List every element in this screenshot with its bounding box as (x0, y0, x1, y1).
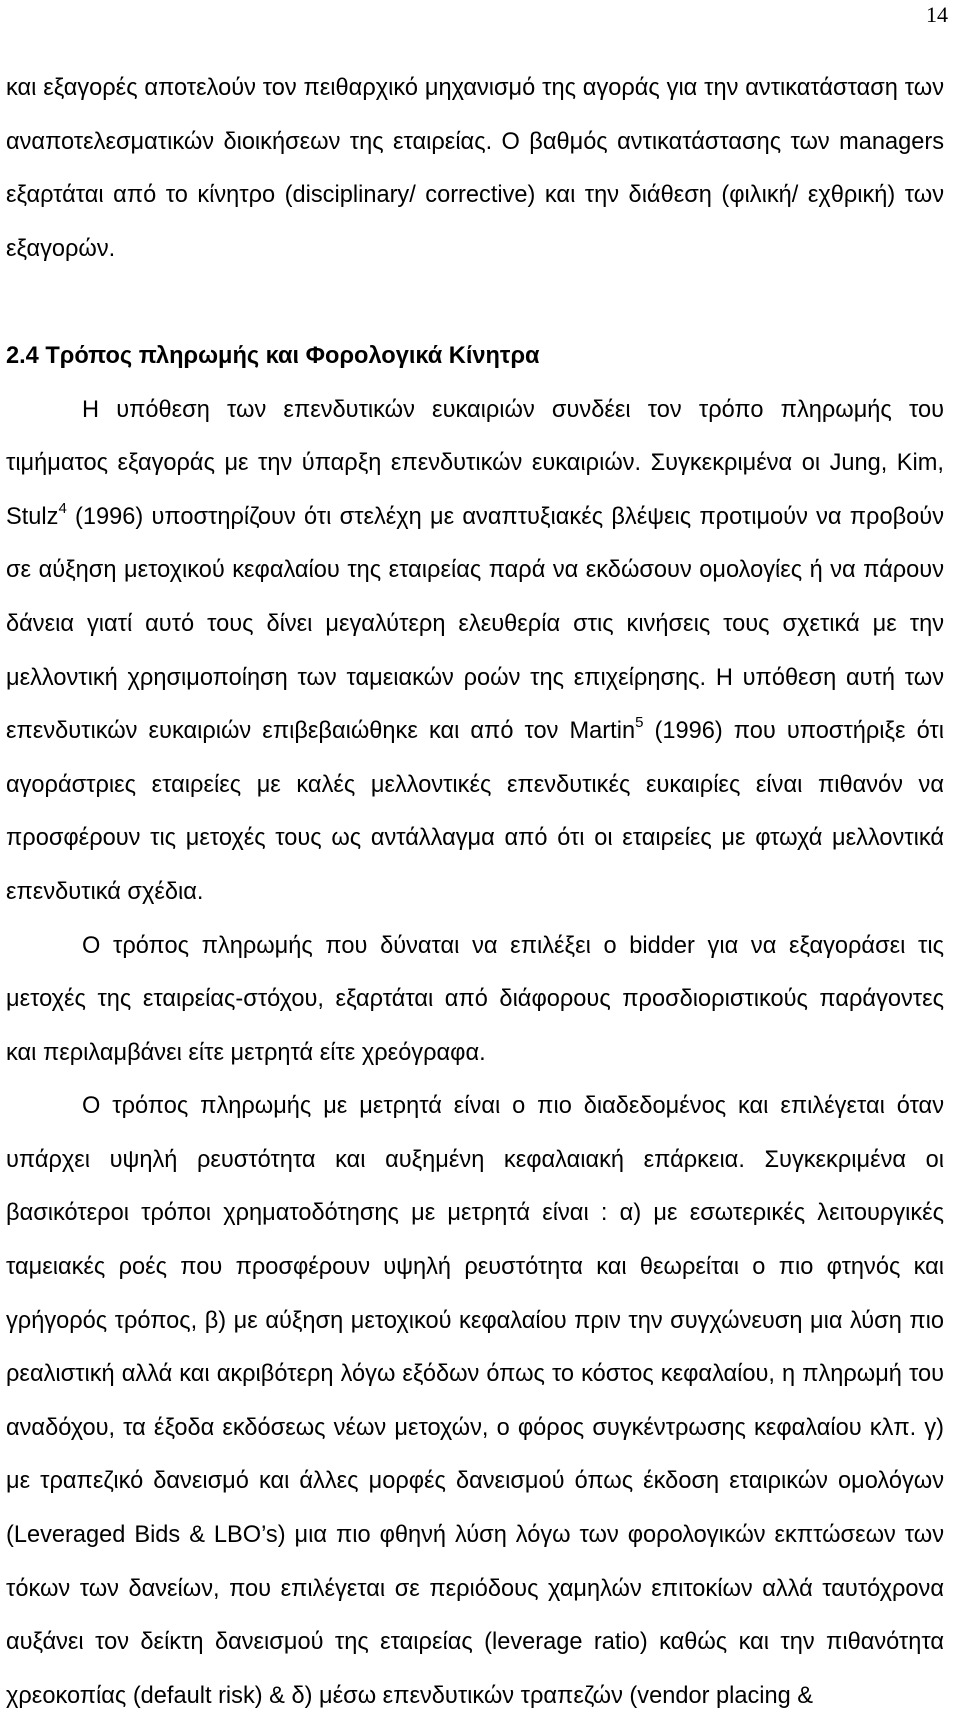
page-number: 14 (926, 2, 948, 27)
paragraph-cash-payment: Ο τρόπος πληρωμής με μετρητά είναι ο πιο διαδεδομένος και επιλέγεται όταν υπάρχει υψηλή ρευστότητα και αυξημένη κεφαλαιακή επάρκεια. Συγκεκριμένα οι βασικότεροι τρόποι χρηματοδότησης με μετρητά είναι : α) με εσωτερικές λειτουργικές ταμειακές ροές που προσφέρουν υψηλή ρευστότητα και θεωρείται ο πιο φτηνός και γρήγορός τρόπος, β) με αύξηση μετοχικού κεφαλαίου πριν την συγχώνευση μια λύση πιο ρεαλιστική αλλά και ακριβότερη λόγω εξόδων όπως το κόστος κεφαλαίου, η πληρωμή του αναδόχου, τα έξοδα εκδόσεως νέων μετοχών, ο φόρος συγκέντρωσης κεφαλαίου κλπ. γ) με τραπεζικό δανεισμό και άλλες μορφές δανεισμού όπως έκδοση εταιρικών ομολόγων (Leveraged Bids & LBO’s) μια πιο φθηνή λύση λόγω των φορολογικών εκπτώσεων των τόκων των δανείων, που επιλέγεται σε περιόδους χαμηλών επιτοκίων αλλά ταυτόχρονα αυξάνει τον δείκτη δανεισμού της εταιρείας (leverage ratio) καθώς και την πιθανότητα χρεοκοπίας (default risk) & δ) μέσω επενδυτικών τραπεζών (vendor placing & (6, 1093, 944, 1709)
footnote-ref-4: 4 (58, 499, 67, 517)
paragraph-text-part3: (1996) που υποστήριξε ότι αγοράστριες εταιρείες με καλές μελλοντικές επενδυτικές ευκαιρίες είναι πιθανόν να προσφέρουν τις μετοχές τους ως αντάλλαγμα από ότι οι εταιρείες με φτωχά μελλοντικά επενδυτικά σχέδια. (6, 718, 944, 905)
paragraph-payment-method: Ο τρόπος πληρωμής που δύναται να επιλέξει ο bidder για να εξαγοράσει τις μετοχές της εταιρείας-στόχου, εξαρτάται από διάφορους προσδιοριστικούς παράγοντες και περιλαμβάνει είτε μετρητά είτε χρεόγραφα. (6, 932, 944, 1066)
paragraph-text-part2: (1996) υποστηρίζουν ότι στελέχη με αναπτυξιακές βλέψεις προτιμούν να προβούν σε αύξηση μετοχικού κεφαλαίου της εταιρείας παρά να εκδώσουν ομολογίες ή να πάρουν δάνεια γιατί αυτό τους δίνει μεγαλύτερη ελευθερία στις κινήσεις τους σχετικά με την μελλοντική χρησιμοποίηση των ταμειακών ροών της επιχείρησης. Η υπόθεση αυτή των επενδυτικών ευκαιριών επιβεβαιώθηκε και από τον Martin (6, 503, 944, 745)
footnote-ref-5: 5 (635, 714, 644, 732)
paragraph-intro: και εξαγορές αποτελούν τον πειθαρχικό μηχανισμό της αγοράς για την αντικατάσταση των αναποτελεσματικών διοικήσεων της εταιρείας. Ο βαθμός αντικατάστασης των managers εξαρτάται από το κίνητρο (disciplinary/ corrective) και την διάθεση (φιλική/ εχθρική) των εξαγορών. (6, 75, 944, 262)
paragraph-investment-opportunities (6, 384, 944, 920)
paragraph-text-part1: Η υπόθεση των επενδυτικών ευκαιριών συνδέει τον τρόπο πληρωμής του τιμήματος εξαγοράς με την ύπαρξη επενδυτικών ευκαιριών. Συγκεκριμένα οι Jung, Kim, Stulz (6, 396, 944, 530)
document-body (6, 62, 944, 1723)
section-heading: 2.4 Τρόπος πληρωμής και Φορολογικά Κίνητρα (6, 342, 540, 369)
